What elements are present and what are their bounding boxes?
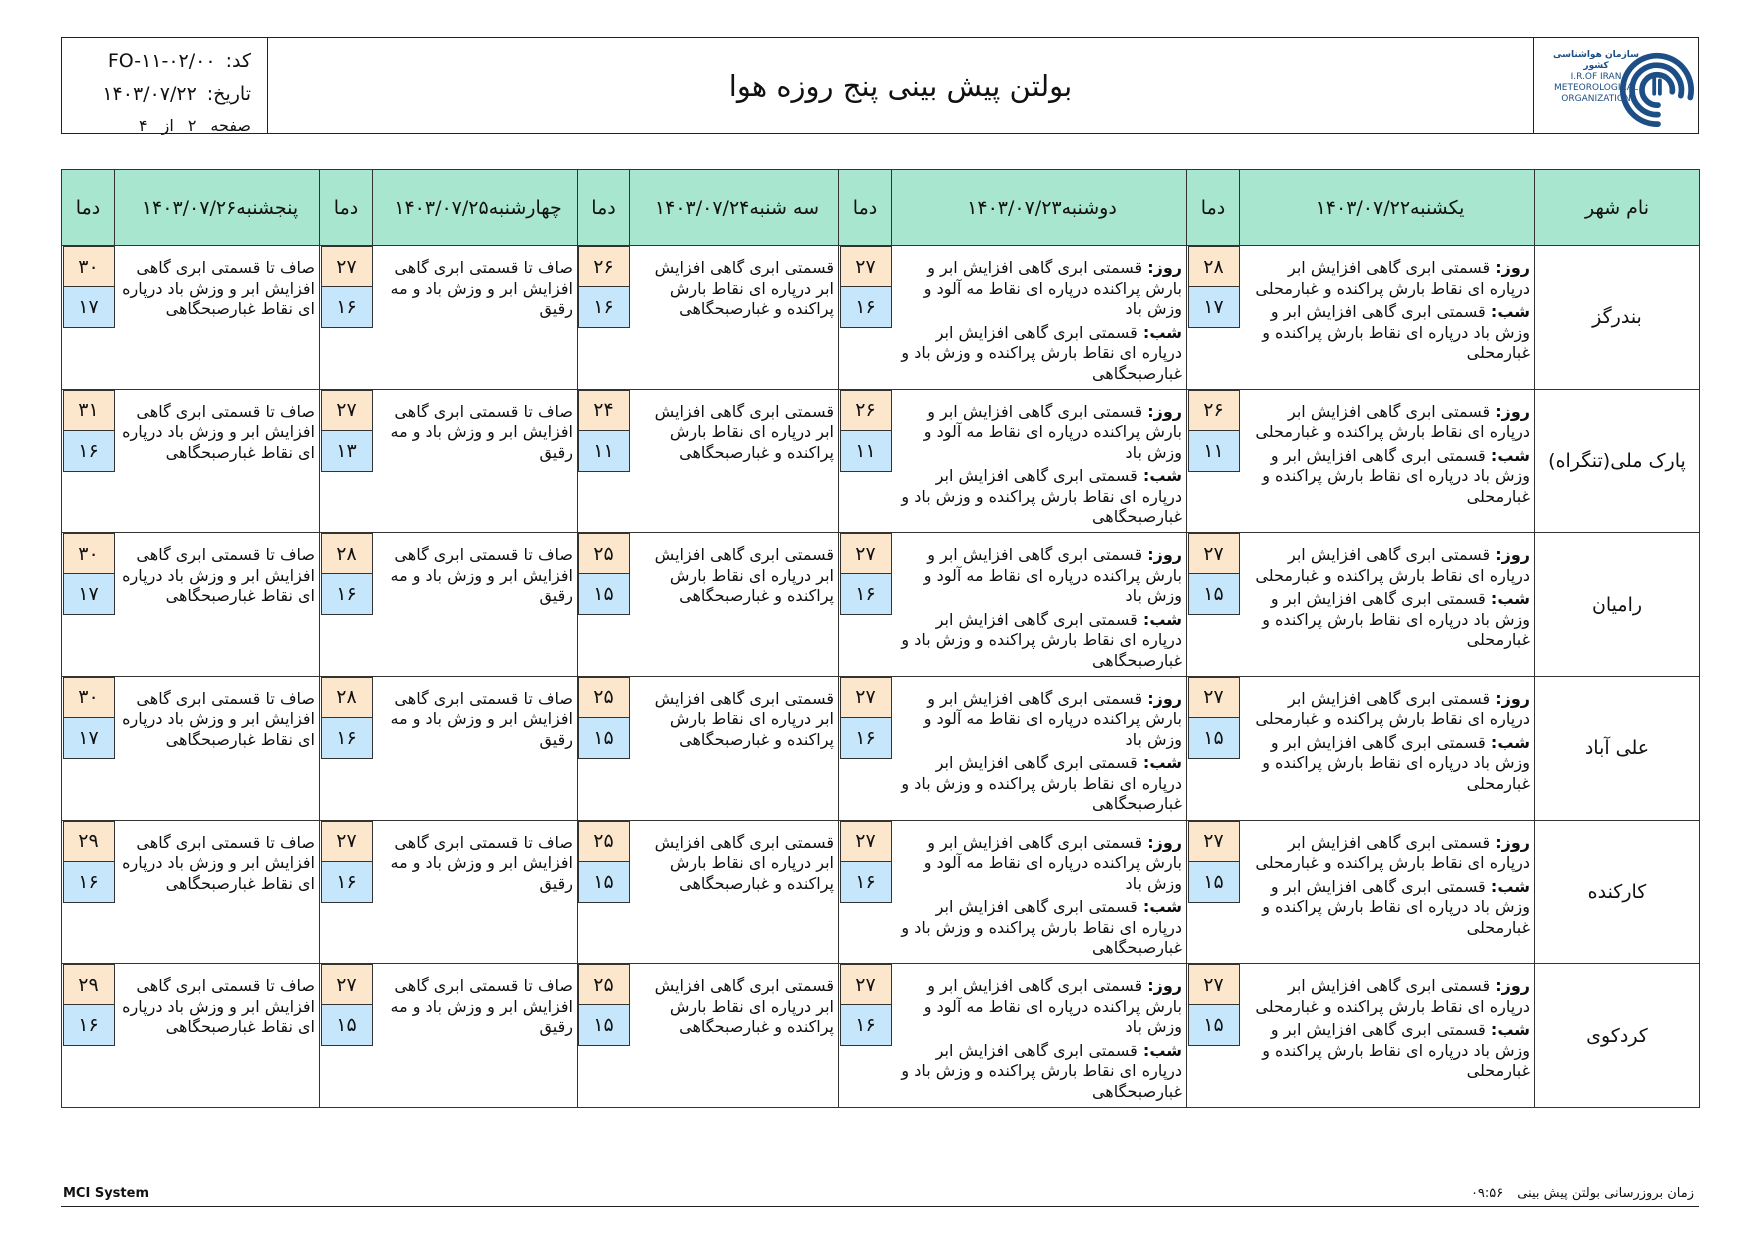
forecast-text: صاف تا قسمتی ابری گاهی افزایش ابر و وزش باد و مه رقیق [390,832,573,893]
day-forecast [1244,689,1531,730]
night-forecast [1244,589,1531,651]
table-row [62,389,1700,533]
min-temp: ۱۱ [1188,431,1240,472]
city-name: پارک ملی(تنگراه) [1535,389,1700,533]
max-temp: ۲۸ [321,533,373,574]
night-label: شب: [1142,322,1182,342]
day-date: ۱۴۰۳/۰۷/۲۴ [654,196,750,219]
day-name: دوشنبه [1061,196,1117,219]
temperature-cell-1 [1187,533,1240,677]
forecast-text: صاف تا قسمتی ابری گاهی افزایش ابر و وزش باد و مه رقیق [390,258,573,318]
forecast-day-5 [115,533,320,677]
temperature-cell-5 [62,676,115,820]
logo-text-en-2: METEOROLOGICAL [1554,83,1638,93]
min-temp: ۱۵ [1188,1005,1240,1046]
max-temp: ۳۰ [63,677,115,718]
day-label: روز: [1147,688,1182,708]
night-forecast [1244,1020,1531,1082]
day-date: ۱۴۰۳/۰۷/۲۶ [141,196,237,219]
date-label: تاریخ: [206,83,251,105]
min-temp: ۱۳ [321,431,373,472]
day-forecast [896,689,1183,751]
night-forecast-text: قسمتی ابری گاهی افزایش ابر درپاره ای نقاط بارش پراکنده و وزش باد و غبارصبحگاهی [901,1040,1182,1101]
day-label: روز: [1495,401,1530,421]
logo [1533,38,1698,133]
city-name: کارکنده [1535,820,1700,964]
min-temp: ۱۵ [578,718,630,759]
min-temp: ۱۶ [63,431,115,472]
night-forecast [1244,446,1531,508]
day-forecast-text: قسمتی ابری گاهی افزایش ابر درپاره ای نقاط بارش پراکنده و غبارمحلی [1255,401,1530,442]
max-temp: ۲۷ [1188,964,1240,1005]
table-header-row [62,170,1700,246]
day-forecast-text: قسمتی ابری گاهی افزایش ابر و بارش پراکنده درپاره ای نقاط مه آلود و وزش باد [923,976,1182,1037]
forecast-day-3 [630,964,839,1108]
temperature-cell-2 [839,676,892,820]
day-forecast-text: قسمتی ابری گاهی افزایش ابر و بارش پراکنده درپاره ای نقاط مه آلود و وزش باد [923,545,1182,606]
day-name: چهارشنبه [488,196,562,219]
max-temp: ۲۷ [840,533,892,574]
night-forecast-text: قسمتی ابری گاهی افزایش ابر درپاره ای نقاط بارش پراکنده و وزش باد و غبارصبحگاهی [901,897,1182,958]
night-label: شب: [1490,1020,1530,1040]
night-forecast-text: قسمتی ابری گاهی افزایش ابر و وزش باد درپاره ای نقاط بارش پراکنده و غبارمحلی [1262,1020,1530,1081]
day-label: روز: [1147,832,1182,852]
max-temp: ۲۷ [321,390,373,431]
table-row [62,820,1700,964]
temperature-cell-4 [320,389,373,533]
forecast-text: صاف تا قسمتی ابری گاهی افزایش ابر و وزش باد درپاره ای نقاط غبارصبحگاهی [122,832,315,893]
day-label: روز: [1495,832,1530,852]
page-row [139,116,251,135]
table-row [62,246,1700,390]
forecast-text: قسمتی ابری گاهی افزایش ابر درپاره ای نقاط بارش پراکنده و غبارصبحگاهی [654,258,834,318]
code-label: کد: [225,50,251,72]
day-header-3 [630,170,839,246]
min-temp: ۱۶ [840,574,892,615]
night-label: شب: [1142,1040,1182,1060]
min-temp: ۱۶ [321,718,373,759]
forecast-text: صاف تا قسمتی ابری گاهی افزایش ابر و وزش باد درپاره ای نقاط غبارصبحگاهی [122,258,315,318]
max-temp: ۲۶ [1188,390,1240,431]
document-meta [62,38,268,133]
night-forecast-text: قسمتی ابری گاهی افزایش ابر و وزش باد درپاره ای نقاط بارش پراکنده و غبارمحلی [1262,302,1530,362]
day-header-2 [892,170,1187,246]
date-value: ۱۴۰۳/۰۷/۲۲ [102,83,197,105]
day-forecast [896,976,1183,1038]
forecast-day-2 [892,533,1187,677]
temperature-cell-4 [320,246,373,390]
logo-text-fa: سازمان هواشناسی کشور [1552,50,1639,71]
forecast-day-2 [892,246,1187,390]
night-forecast [896,753,1183,815]
day-date: ۱۴۰۳/۰۷/۲۵ [394,196,489,219]
max-temp: ۲۹ [63,964,115,1005]
forecast-text: صاف تا قسمتی ابری گاهی افزایش ابر و وزش باد و مه رقیق [390,976,573,1037]
update-label: زمان بروزرسانی بولتن پیش بینی [1517,1186,1694,1201]
temperature-cell-1 [1187,389,1240,533]
forecast-rows [62,246,1700,1108]
forecast-text: صاف تا قسمتی ابری گاهی افزایش ابر و وزش باد و مه رقیق [390,688,573,749]
forecast-day-3 [630,820,839,964]
night-forecast-text: قسمتی ابری گاهی افزایش ابر درپاره ای نقاط بارش پراکنده و وزش باد و غبارصبحگاهی [901,466,1182,527]
temp-header-3: دما [578,170,630,246]
city-name: علی آباد [1535,676,1700,820]
night-forecast [896,1041,1183,1103]
temperature-cell-1 [1187,676,1240,820]
min-temp: ۱۵ [578,862,630,903]
forecast-day-3 [630,533,839,677]
night-label: شب: [1490,732,1530,752]
max-temp: ۳۱ [63,390,115,431]
forecast-day-5 [115,964,320,1108]
temperature-cell-3 [578,533,630,677]
night-label: شب: [1490,589,1530,609]
night-forecast [896,466,1183,528]
night-forecast-text: قسمتی ابری گاهی افزایش ابر درپاره ای نقاط بارش پراکنده و وزش باد و غبارصبحگاهی [901,753,1182,814]
temp-header-1: دما [1187,170,1240,246]
night-forecast [1244,302,1531,364]
forecast-text: قسمتی ابری گاهی افزایش ابر درپاره ای نقاط بارش پراکنده و غبارصبحگاهی [654,401,834,462]
min-temp: ۱۵ [1188,718,1240,759]
min-temp: ۱۷ [1188,287,1240,328]
max-temp: ۳۰ [63,246,115,287]
day-header-5 [115,170,320,246]
night-forecast [1244,733,1531,795]
temperature-cell-3 [578,964,630,1108]
forecast-day-4 [373,246,578,390]
city-name: کردکوی [1535,964,1700,1108]
code-row [108,50,251,72]
temperature-cell-5 [62,964,115,1108]
forecast-day-3 [630,676,839,820]
day-forecast [896,833,1183,895]
min-temp: ۱۶ [578,287,630,328]
max-temp: ۲۸ [1188,246,1240,287]
day-forecast-text: قسمتی ابری گاهی افزایش ابر و بارش پراکنده درپاره ای نقاط مه آلود و وزش باد [923,401,1182,462]
forecast-day-4 [373,676,578,820]
max-temp: ۲۵ [578,677,630,718]
min-temp: ۱۶ [63,862,115,903]
temp-header-5: دما [62,170,115,246]
temperature-cell-2 [839,533,892,677]
night-label: شب: [1142,897,1182,917]
temperature-cell-5 [62,246,115,390]
day-forecast-text: قسمتی ابری گاهی افزایش ابر و بارش پراکنده درپاره ای نقاط مه آلود و وزش باد [923,688,1182,749]
forecast-day-2 [892,820,1187,964]
night-label: شب: [1490,445,1530,465]
day-forecast-text: قسمتی ابری گاهی افزایش ابر و بارش پراکنده درپاره ای نقاط مه آلود و وزش باد [923,832,1182,893]
city-column-header: نام شهر [1535,170,1700,246]
max-temp: ۲۷ [1188,821,1240,862]
forecast-text: صاف تا قسمتی ابری گاهی افزایش ابر و وزش باد و مه رقیق [390,401,573,462]
night-forecast [1244,877,1531,939]
update-info [1471,1186,1694,1201]
night-label: شب: [1142,753,1182,773]
night-forecast-text: قسمتی ابری گاهی افزایش ابر درپاره ای نقاط بارش پراکنده و وزش باد و غبارصبحگاهی [901,609,1182,670]
temperature-cell-2 [839,246,892,390]
night-label: شب: [1142,609,1182,629]
min-temp: ۱۱ [840,431,892,472]
temperature-cell-3 [578,676,630,820]
day-forecast-text: قسمتی ابری گاهی افزایش ابر درپاره ای نقاط بارش پراکنده و غبارمحلی [1255,688,1530,729]
forecast-text: قسمتی ابری گاهی افزایش ابر درپاره ای نقاط بارش پراکنده و غبارصبحگاهی [654,832,834,893]
forecast-day-4 [373,389,578,533]
day-forecast-text: قسمتی ابری گاهی افزایش ابر درپاره ای نقاط بارش پراکنده و غبارمحلی [1255,832,1530,873]
page-title: بولتن پیش بینی پنج روزه هوا [728,68,1073,103]
system-label: MCI System [63,1186,149,1201]
temperature-cell-2 [839,820,892,964]
night-forecast-text: قسمتی ابری گاهی افزایش ابر درپاره ای نقاط بارش پراکنده و وزش باد و غبارصبحگاهی [901,322,1182,383]
max-temp: ۲۷ [840,246,892,287]
day-forecast-text: قسمتی ابری گاهی افزایش ابر درپاره ای نقاط بارش پراکنده و غبارمحلی [1255,545,1530,585]
day-label: روز: [1495,976,1530,996]
forecast-day-1 [1240,246,1535,390]
day-header-4 [373,170,578,246]
max-temp: ۲۷ [1188,533,1240,574]
temperature-cell-1 [1187,820,1240,964]
min-temp: ۱۷ [63,718,115,759]
night-label: شب: [1490,302,1530,321]
night-forecast [896,610,1183,672]
date-row [102,83,251,105]
day-forecast [1244,258,1531,299]
min-temp: ۱۶ [840,862,892,903]
day-forecast [896,545,1183,607]
forecast-day-3 [630,246,839,390]
day-label: روز: [1495,688,1530,708]
day-label: روز: [1147,976,1182,996]
temperature-cell-4 [320,820,373,964]
forecast-day-5 [115,246,320,390]
day-date: ۱۴۰۳/۰۷/۲۳ [967,196,1062,219]
day-label: روز: [1147,258,1182,277]
temperature-cell-4 [320,964,373,1108]
min-temp: ۱۱ [578,431,630,472]
max-temp: ۲۷ [840,821,892,862]
temperature-cell-1 [1187,964,1240,1108]
min-temp: ۱۵ [1188,574,1240,615]
night-forecast-text: قسمتی ابری گاهی افزایش ابر و وزش باد درپاره ای نقاط بارش پراکنده و غبارمحلی [1262,876,1530,937]
max-temp: ۲۴ [578,390,630,431]
min-temp: ۱۶ [321,287,373,328]
max-temp: ۲۵ [578,533,630,574]
temp-header-4: دما [320,170,373,246]
forecast-text: قسمتی ابری گاهی افزایش ابر درپاره ای نقاط بارش پراکنده و غبارصبحگاهی [654,545,834,606]
day-forecast [896,258,1183,320]
night-forecast [896,897,1183,959]
min-temp: ۱۶ [840,718,892,759]
city-name: بندرگز [1535,246,1700,390]
max-temp: ۲۶ [578,246,630,287]
forecast-text: صاف تا قسمتی ابری گاهی افزایش ابر و وزش باد درپاره ای نقاط غبارصبحگاهی [122,688,315,749]
max-temp: ۲۵ [578,821,630,862]
forecast-day-4 [373,820,578,964]
logo-text-en-1: I.R.OF IRAN [1570,72,1622,82]
min-temp: ۱۵ [578,574,630,615]
forecast-day-5 [115,676,320,820]
forecast-table [61,169,1700,1108]
forecast-day-3 [630,389,839,533]
day-forecast [1244,833,1531,874]
min-temp: ۱۷ [63,574,115,615]
day-label: روز: [1147,401,1182,421]
max-temp: ۲۵ [578,964,630,1005]
forecast-day-1 [1240,533,1535,677]
forecast-day-1 [1240,964,1535,1108]
max-temp: ۲۷ [321,246,373,287]
max-temp: ۲۷ [321,821,373,862]
page-number: ۲ [187,116,197,135]
night-forecast-text: قسمتی ابری گاهی افزایش ابر و وزش باد درپاره ای نقاط بارش پراکنده و غبارمحلی [1262,445,1530,506]
forecast-day-2 [892,964,1187,1108]
day-label: روز: [1147,545,1182,565]
temperature-cell-3 [578,389,630,533]
forecast-text: صاف تا قسمتی ابری گاهی افزایش ابر و وزش باد درپاره ای نقاط غبارصبحگاهی [122,401,315,462]
forecast-text: قسمتی ابری گاهی افزایش ابر درپاره ای نقاط بارش پراکنده و غبارصبحگاهی [654,976,834,1037]
table-row [62,676,1700,820]
max-temp: ۲۷ [840,964,892,1005]
min-temp: ۱۵ [321,1005,373,1046]
temperature-cell-2 [839,964,892,1108]
forecast-day-5 [115,389,320,533]
page-of-label: از [161,116,174,135]
day-forecast [1244,402,1531,443]
min-temp: ۱۶ [321,574,373,615]
city-name: رامیان [1535,533,1700,677]
min-temp: ۱۶ [321,862,373,903]
day-label: روز: [1495,258,1530,277]
page-total: ۴ [139,116,148,135]
night-label: شب: [1142,466,1182,486]
max-temp: ۲۸ [321,677,373,718]
temperature-cell-3 [578,246,630,390]
day-forecast [1244,545,1531,586]
max-temp: ۲۷ [840,677,892,718]
night-forecast-text: قسمتی ابری گاهی افزایش ابر و وزش باد درپاره ای نقاط بارش پراکنده و غبارمحلی [1262,732,1530,793]
min-temp: ۱۵ [1188,862,1240,903]
min-temp: ۱۶ [63,1005,115,1046]
temperature-cell-2 [839,389,892,533]
meteorological-organization-icon [1620,48,1696,128]
day-name: یکشنبه [1410,196,1465,219]
forecast-day-1 [1240,820,1535,964]
forecast-day-2 [892,676,1187,820]
temperature-cell-3 [578,820,630,964]
max-temp: ۲۷ [321,964,373,1005]
min-temp: ۱۵ [578,1005,630,1046]
temperature-cell-5 [62,820,115,964]
forecast-day-4 [373,533,578,677]
day-name: سه شنبه [749,196,820,219]
forecast-day-1 [1240,676,1535,820]
night-label: شب: [1490,876,1530,896]
footer-divider [61,1206,1699,1207]
day-forecast [1244,976,1531,1017]
day-forecast [896,402,1183,464]
forecast-text: صاف تا قسمتی ابری گاهی افزایش ابر و وزش باد درپاره ای نقاط غبارصبحگاهی [122,545,315,606]
min-temp: ۱۷ [63,287,115,328]
update-time: ۰۹:۵۶ [1470,1186,1504,1201]
max-temp: ۲۹ [63,821,115,862]
max-temp: ۳۰ [63,533,115,574]
day-forecast-text: قسمتی ابری گاهی افزایش ابر درپاره ای نقاط بارش پراکنده و غبارمحلی [1255,258,1530,298]
temperature-cell-4 [320,676,373,820]
max-temp: ۲۶ [840,390,892,431]
forecast-day-2 [892,389,1187,533]
day-forecast-text: قسمتی ابری گاهی افزایش ابر و بارش پراکنده درپاره ای نقاط مه آلود و وزش باد [923,258,1182,318]
max-temp: ۲۷ [1188,677,1240,718]
code-value: FO-۱۱-۰۲/۰۰ [107,50,216,72]
forecast-day-1 [1240,389,1535,533]
table-row [62,533,1700,677]
forecast-text: صاف تا قسمتی ابری گاهی افزایش ابر و وزش باد و مه رقیق [390,545,573,606]
forecast-text: قسمتی ابری گاهی افزایش ابر درپاره ای نقاط بارش پراکنده و غبارصبحگاهی [654,688,834,749]
min-temp: ۱۶ [840,1005,892,1046]
temperature-cell-4 [320,533,373,677]
page-label: صفحه [210,116,251,135]
day-header-1 [1240,170,1535,246]
night-forecast [896,323,1183,385]
night-forecast-text: قسمتی ابری گاهی افزایش ابر و وزش باد درپاره ای نقاط بارش پراکنده و غبارمحلی [1262,589,1530,650]
temperature-cell-5 [62,389,115,533]
day-forecast-text: قسمتی ابری گاهی افزایش ابر درپاره ای نقاط بارش پراکنده و غبارمحلی [1255,976,1530,1016]
forecast-day-4 [373,964,578,1108]
day-label: روز: [1495,545,1530,565]
logo-text-en-3: ORGANIZATION [1561,94,1631,104]
temp-header-2: دما [839,170,892,246]
day-date: ۱۴۰۳/۰۷/۲۲ [1315,196,1411,219]
temperature-cell-5 [62,533,115,677]
bulletin-header [61,37,1699,134]
table-row [62,964,1700,1108]
day-name: پنجشنبه [236,196,299,219]
min-temp: ۱۶ [840,287,892,328]
temperature-cell-1 [1187,246,1240,390]
forecast-text: صاف تا قسمتی ابری گاهی افزایش ابر و وزش باد درپاره ای نقاط غبارصبحگاهی [122,976,315,1037]
forecast-day-5 [115,820,320,964]
